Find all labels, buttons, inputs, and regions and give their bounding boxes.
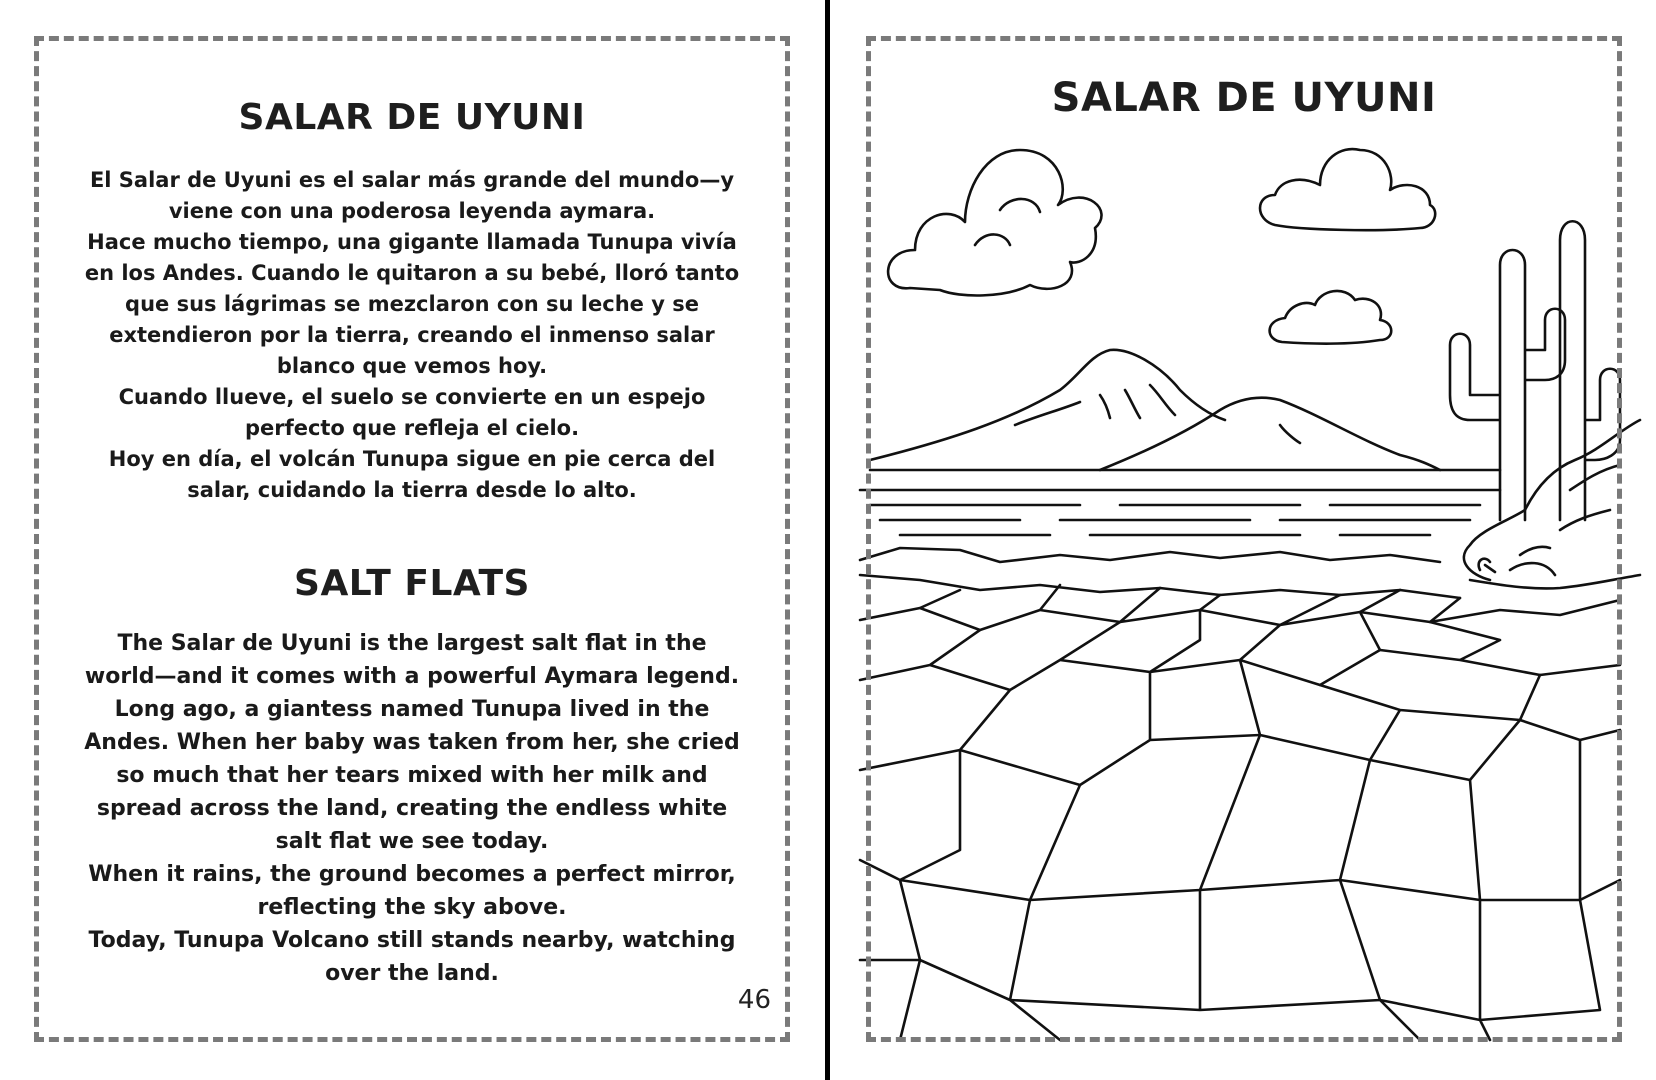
english-title: SALT FLATS	[294, 563, 530, 604]
english-paragraph: The Salar de Uyuni is the largest salt flat in the world—and it comes with a powerful Aymara legend.	[84, 631, 740, 689]
spanish-text	[79, 165, 745, 506]
book-spine	[825, 0, 830, 1080]
spanish-paragraph: Hoy en día, el volcán Tunupa sigue en pie cerca del salar, cuidando la tierra desde lo alto.	[108, 447, 716, 502]
left-page	[34, 36, 790, 1042]
english-paragraph: Today, Tunupa Volcano still stands nearby, watching over the land.	[88, 928, 736, 986]
english-paragraph: When it rains, the ground becomes a perfect mirror, reflecting the sky above.	[88, 862, 736, 920]
page-number: 46	[737, 985, 771, 1015]
right-page	[866, 36, 1622, 1042]
spanish-paragraph: El Salar de Uyuni es el salar más grande del mundo—y viene con una poderosa leyenda aymara.	[89, 168, 735, 223]
spanish-paragraph: Cuando llueve, el suelo se convierte en un espejo perfecto que refleja el cielo.	[118, 385, 706, 440]
coloring-page-title: SALAR DE UYUNI	[1051, 75, 1437, 121]
english-text	[79, 627, 745, 990]
spanish-paragraph: Hace mucho tiempo, una gigante llamada Tunupa vivía en los Andes. Cuando le quitaron a su bebé, lloró tanto que sus lágrimas se mezclaron con su leche y se extendieron por la tierra, creando el inmenso salar blanco que vemos hoy.	[84, 230, 740, 378]
spanish-title: SALAR DE UYUNI	[238, 97, 586, 138]
english-paragraph: Long ago, a giantess named Tunupa lived in the Andes. When her baby was taken from her, she cried so much that her tears mixed with her milk and spread across the land, creating the endless white salt flat we see today.	[84, 697, 740, 854]
